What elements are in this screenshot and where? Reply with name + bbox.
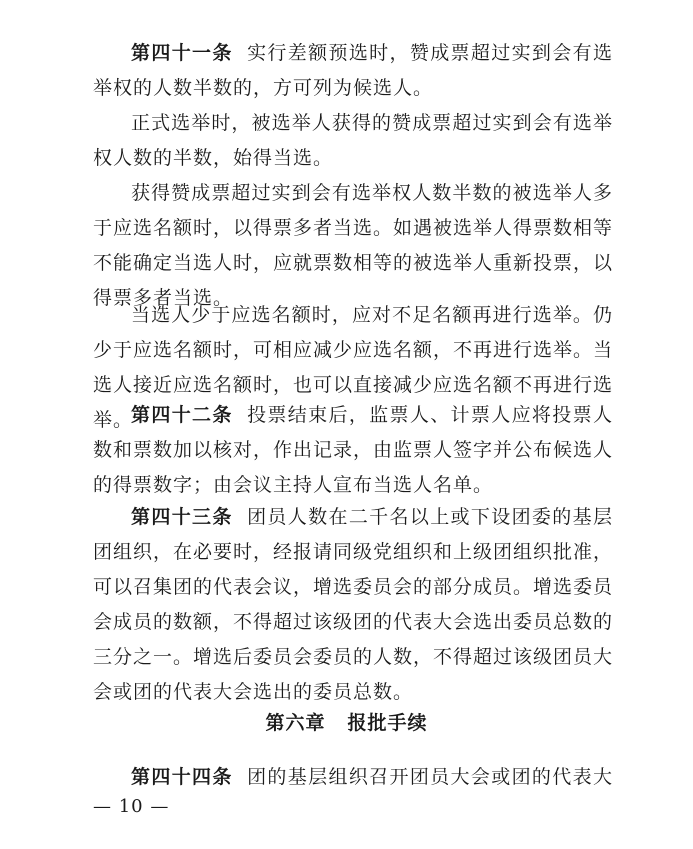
article-text: 实行差额预选时，赞成票超过实到会有选举权的人数半数的，方可列为候选人。 (93, 42, 613, 99)
page-number: — 10 — (93, 796, 170, 817)
paragraph-formal-election (93, 106, 613, 176)
paragraph-text: 正式选举时，被选举人获得的赞成票超过实到会有选举权人数的半数，始得当选。 (93, 112, 613, 169)
chapter-number: 第六章 (265, 712, 326, 734)
chapter-title: 报批手续 (347, 712, 428, 734)
article-label: 第四十一条 (131, 42, 233, 64)
article-44 (93, 760, 613, 795)
article-label: 第四十二条 (131, 404, 233, 426)
article-41 (93, 36, 613, 106)
paragraph-text: 获得赞成票超过实到会有选举权人数半数的被选举人多于应选名额时，以得票多者当选。如遇被选举人得票数相等不能确定当选人时，应就票数相等的被选举人重新投票，以得票多者当选。 (93, 182, 614, 309)
paragraph-majority-rule (93, 176, 613, 316)
article-text: 团员人数在二千名以上或下设团委的基层团组织，在必要时，经报请同级党组织和上级团组织批准，可以召集团的代表会议，增选委员会的部分成员。增选委员会成员的数额，不得超过该级团的代表大会选出委员总数的三分之一。增选后委员会委员的人数，不得超过该级团员大会或团的代表大会选出的委员总数。 (93, 506, 614, 703)
chapter-heading (0, 708, 693, 735)
article-label: 第四十四条 (131, 766, 233, 788)
article-42 (93, 398, 613, 503)
article-text: 投票结束后，监票人、计票人应将投票人数和票数加以核对，作出记录，由监票人签字并公布候选人的得票数字；由会议主持人宣布当选人名单。 (93, 404, 614, 496)
article-label: 第四十三条 (131, 506, 233, 528)
article-text: 团的基层组织召开团员大会或团的代表大 (246, 766, 613, 788)
paragraph-text: 当选人少于应选名额时，应对不足名额再进行选举。仍少于应选名额时，可相应减少应选名额，不再进行选举。当选人接近应选名额时，也可以直接减少应选名额不再进行选举。 (93, 304, 614, 431)
article-43 (93, 500, 613, 710)
